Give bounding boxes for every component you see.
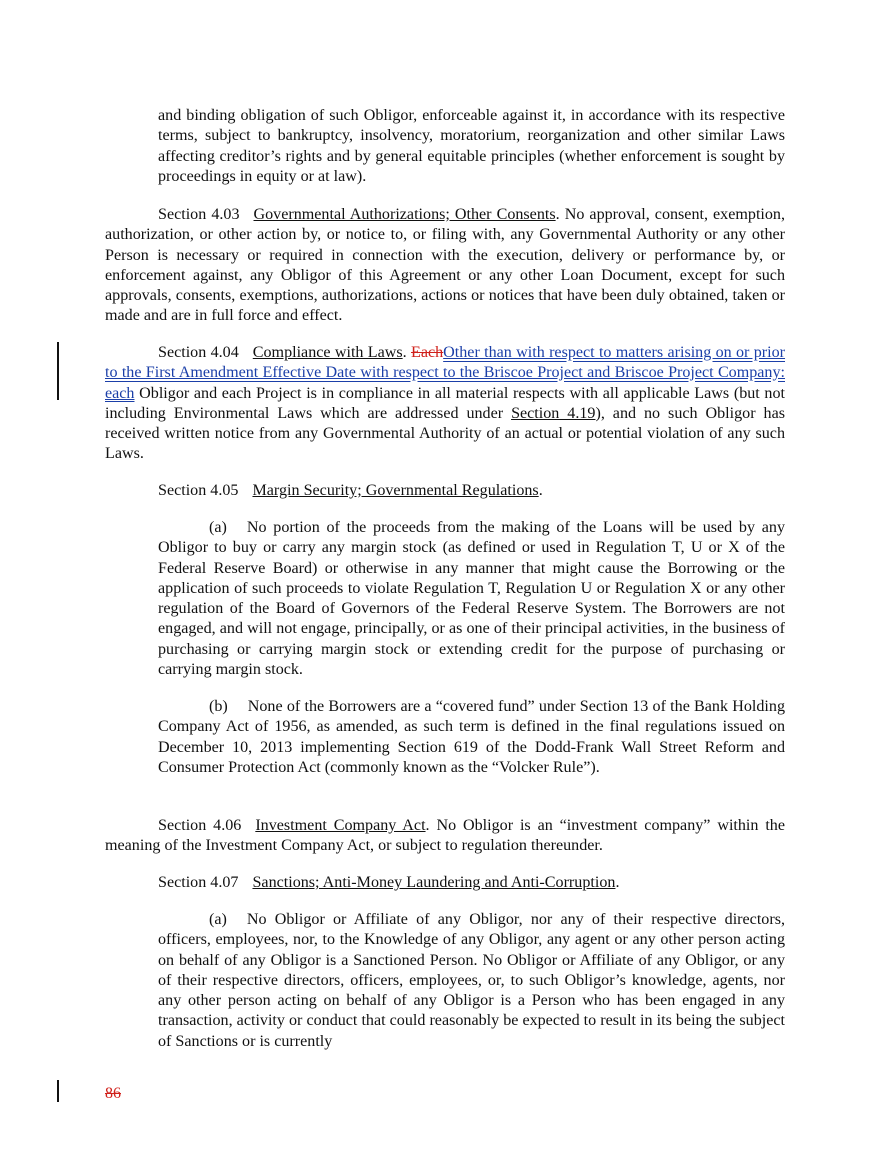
section-body: Obligor and each Project is in compliance in all material respects with all applicable Laws (but not including Environmental Laws which are addressed under [105,384,785,422]
section-number: Section 4.06 [158,817,242,834]
clause-label: (a) [209,911,227,928]
section-number: Section 4.05 [158,482,239,499]
section-body: . No approval, consent, exemption, authorization, or other action by, or notice to, or filing with, any Governmental Authority or any other Person is necessary or required in connection with the execution, delivery or performance by, or enforcement against, any Obligor of this Agreement or any other Loan Document, except for such approvals, consents, exemptions, authorizations, actions or notices that have been duly obtained, taken or made and are in full force and effect. [105,206,785,325]
section-title: Sanctions; Anti-Money Laundering and Anti-Corruption [252,874,616,891]
section-number: Section 4.04 [158,344,239,361]
section-4-05 [105,481,785,501]
section-4-07-a [158,910,785,1052]
paragraph-continuation [158,106,785,187]
section-punct: . [538,482,543,499]
section-title: Compliance with Laws [252,344,403,361]
section-title: Margin Security; Governmental Regulations [252,482,539,499]
revision-change-bar [57,1080,59,1102]
section-4-04 [105,343,785,465]
page-number: 86 [105,1085,121,1102]
section-reference: Section 4.19 [511,404,596,422]
section-number: Section 4.07 [158,874,239,891]
clause-body: None of the Borrowers are a “covered fund” under Section 13 of the Bank Holding Company Act of 1956, as amended, as such term is defined in the final regulations issued on December 10, 2013 implementing Section 619 of the Dodd-Frank Wall Street Reform and Consumer Protection Act (commonly known as the “Volcker Rule”). [158,698,785,776]
clause-label: (b) [209,698,228,715]
section-4-05-b [158,697,785,778]
section-number: Section 4.03 [158,206,240,223]
clause-body: No portion of the proceeds from the making of the Loans will be used by any Obligor to buy or carry any margin stock (as defined or used in Regulation T, U or X of the Federal Reserve Board) or otherwise in any manner that might cause the Borrowing or the application of such proceeds to violate Regulation T, Regulation U or Regulation X or any other regulation of the Board of Governors of the Federal Reserve System. The Borrowers are not engaged, and will not engage, principally, or as one of their principal activities, in the business of purchasing or carrying margin stock or extending credit for the purpose of purchasing or carrying margin stock. [158,519,785,679]
section-4-05-a [158,518,785,680]
section-title: Investment Company Act [255,817,426,834]
section-body-end: ), and no such Obligor has received written notice from any Governmental Authority of an actual or potential violation of any such Laws. [105,404,785,463]
clause-body: No Obligor or Affiliate of any Obligor, nor any of their respective directors, officers, employees, nor, to the Knowledge of any Obligor, any agent or any other person acting on behalf of any Obligor is a Sanctioned Person. No Obligor or Affiliate of any Obligor, or any of their respective directors, officers, employees, or, to such Obligor’s knowledge, agents, nor any other person acting on behalf of any Obligor is a Person who has been engaged in any transaction, activity or conduct that could reasonably be expected to result in its being the subject of Sanctions or is currently [158,911,785,1050]
clause-label: (a) [209,519,227,536]
section-punct: . [615,874,620,891]
section-4-06 [105,816,785,857]
revision-change-bar [57,342,59,400]
section-4-03 [105,205,785,327]
section-title: Governmental Authorizations; Other Consents [253,206,556,223]
section-punct: . [402,344,411,361]
paragraph-text: and binding obligation of such Obligor, enforceable against it, in accordance with its respective terms, subject to bankruptcy, insolvency, moratorium, reorganization and other similar Laws affecting creditor’s rights and by general equitable principles (whether enforcement is sought by proceedings in equity or at law). [158,107,785,185]
section-body: . No Obligor is an “investment company” within the meaning of the Investment Company Act, or subject to regulation thereunder. [105,817,785,855]
deleted-text: Each [410,344,444,361]
inserted-text: Other than with respect to matters arising on or prior to the First Amendment Effective Date with respect to the Briscoe Project and Briscoe Project Company: each [105,344,786,402]
section-4-07 [105,873,785,893]
